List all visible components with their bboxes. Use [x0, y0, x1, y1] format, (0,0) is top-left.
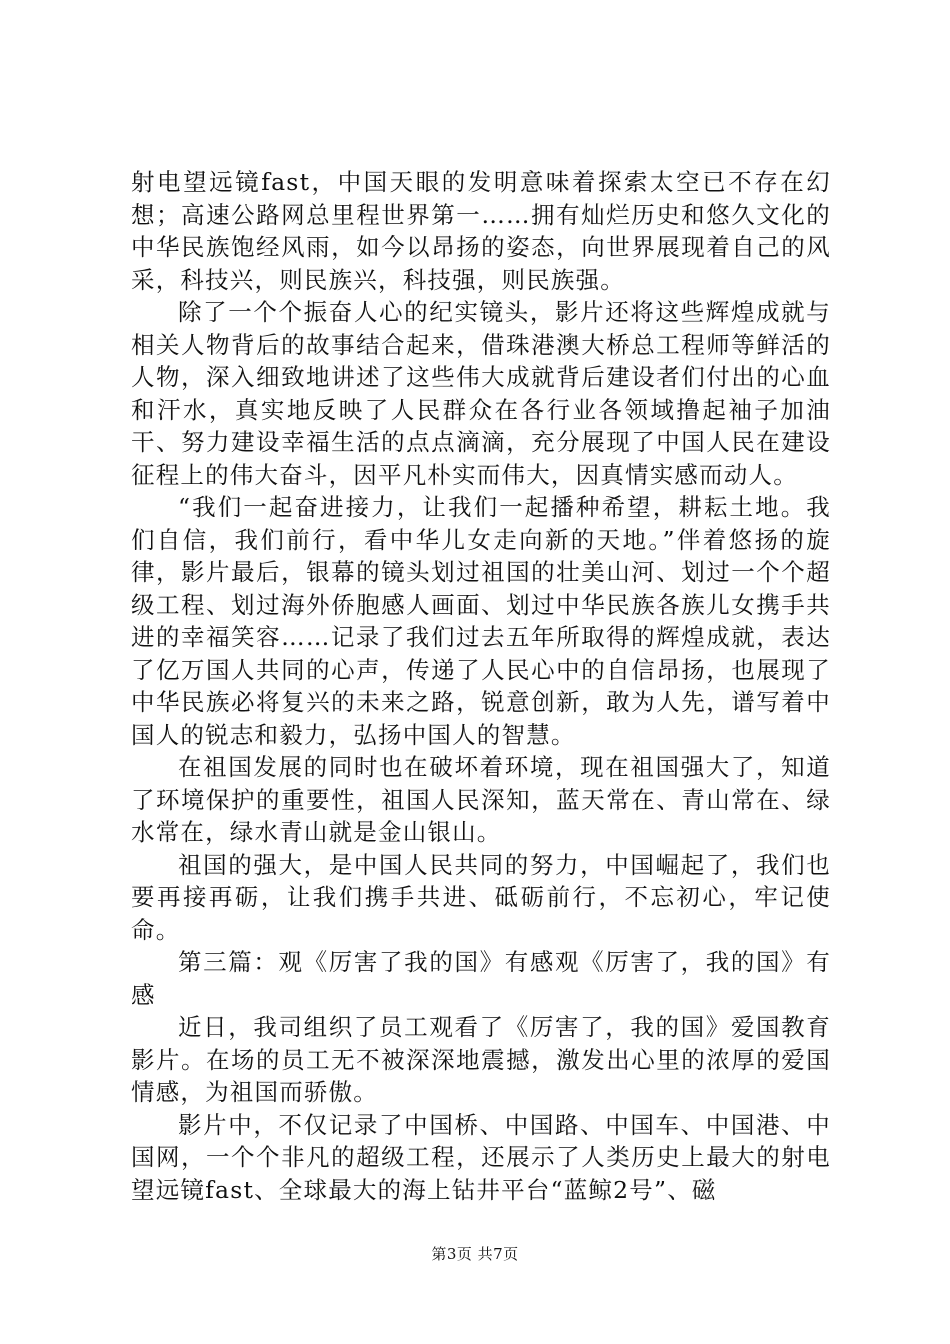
paragraph-6: 近日，我司组织了员工观看了《厉害了，我的国》爱国教育影片。在场的员工无不被深深地震撼，激发出心里的浓厚的爱国情感，为祖国而骄傲。: [131, 1013, 831, 1106]
paragraph-4: 在祖国发展的同时也在破坏着环境，现在祖国强大了，知道了环境保护的重要性，祖国人民深知，蓝天常在、青山常在、绿水常在，绿水青山就是金山银山。: [131, 753, 831, 846]
paragraph-5: 祖国的强大，是中国人民共同的努力，中国崛起了，我们也要再接再砺，让我们携手共进、砥砺前行，不忘初心，牢记使命。: [131, 850, 831, 944]
section-heading: 第三篇：观《厉害了我的国》有感观《厉害了，我的国》有感: [131, 948, 831, 1009]
paragraph-3: “我们一起奋进接力，让我们一起播种希望，耕耘土地。我们自信，我们前行，看中华儿女走向新的天地。”伴着悠扬的旋律，影片最后，银幕的镜头划过祖国的壮美山河、划过一个个超级工程、划过海外侨胞感人画面、划过中华民族各族儿女携手共进的幸福笑容……记录了我们过去五年所取得的辉煌成就，表达了亿万国人共同的心声，传递了人民心中的自信昂扬，也展现了中华民族必将复兴的未来之路，锐意创新，敢为人先，谱写着中国人的锐志和毅力，弘扬中国人的智慧。: [131, 493, 831, 749]
page-number-footer: 第3页 共7页: [431, 1245, 519, 1263]
paragraph-7: 影片中，不仅记录了中国桥、中国路、中国车、中国港、中国网，一个个非凡的超级工程，还展示了人类历史上最大的射电望远镜fast、全球最大的海上钻井平台“蓝鲸2号”、磁: [131, 1110, 831, 1204]
paragraph-1: 射电望远镜fast，中国天眼的发明意味着探索太空已不存在幻想；高速公路网总里程世界第一……拥有灿烂历史和悠久文化的中华民族饱经风雨，如今以昂扬的姿态，向世界展现着自己的风采，科技兴，则民族兴，科技强，则民族强。: [131, 168, 831, 294]
paragraph-2: 除了一个个振奋人心的纪实镜头，影片还将这些辉煌成就与相关人物背后的故事结合起来，借珠港澳大桥总工程师等鲜活的人物，深入细致地讲述了这些伟大成就背后建设者们付出的心血和汗水，真实地反映了人民群众在各行业各领域撸起袖子加油干、努力建设幸福生活的点点滴滴，充分展现了中国人民在建设征程上的伟大奋斗，因平凡朴实而伟大，因真情实感而动人。: [131, 298, 831, 489]
document-body: [131, 166, 831, 1206]
